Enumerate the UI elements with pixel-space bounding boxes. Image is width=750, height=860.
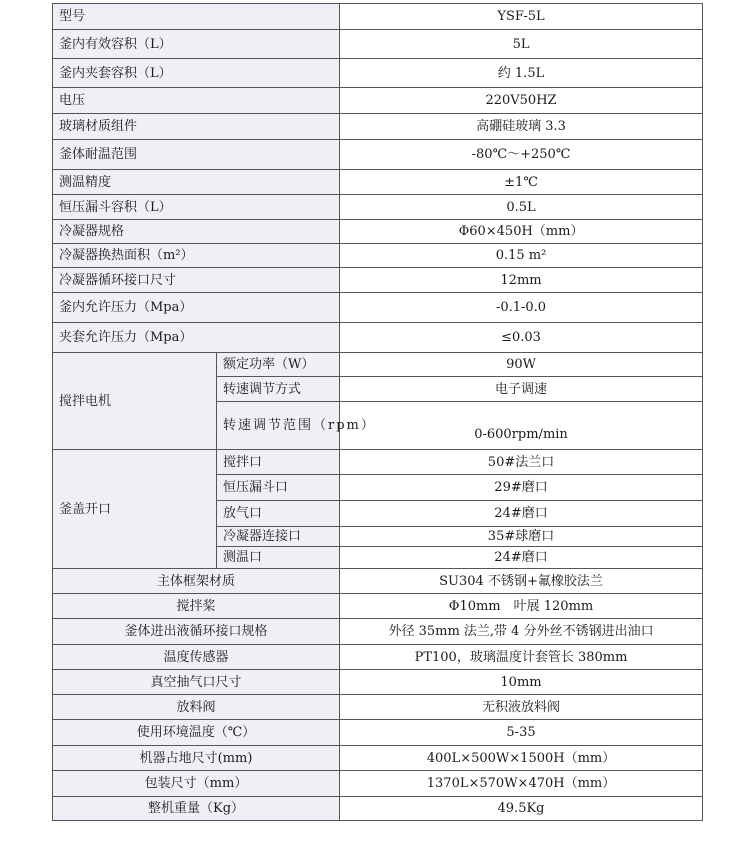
row-value: PT100，玻璃温度计套管长 380mm [340,645,703,670]
row-value: 1370L×570W×470H（mm） [340,771,703,797]
table-row [53,695,703,720]
sub-value: 24#磨口 [340,547,703,569]
table-row [53,771,703,797]
row-value: 220V50HZ [340,88,703,114]
sub-value: 90W [340,353,703,377]
table-row [53,170,703,195]
row-label: 电压 [53,88,340,114]
table-row [53,88,703,114]
row-label: 釜体耐温范围 [53,140,340,170]
table-row [53,244,703,268]
row-label: 玻璃材质组件 [53,114,340,140]
sub-label: 转速调节方式 [217,377,340,402]
table-row [53,59,703,88]
row-label: 釜内夹套容积（L） [53,59,340,88]
sub-value: 0-600rpm/min [340,402,703,450]
row-label: 冷凝器规格 [53,220,340,244]
row-label: 釜内允许压力（Mpa） [53,293,340,323]
row-label: 包装尺寸（mm） [53,771,340,797]
row-value: 400L×500W×1500H（mm） [340,746,703,771]
row-label: 夹套允许压力（Mpa） [53,323,340,353]
table-row [53,220,703,244]
row-label: 搅拌桨 [53,594,340,619]
row-value: ≤0.03 [340,323,703,353]
row-label: 主体框架材质 [53,569,340,594]
row-label: 型号 [53,4,340,30]
row-value: 外径 35mm 法兰,带 4 分外丝不锈钢进出油口 [340,619,703,645]
table-row [53,645,703,670]
row-value: 高硼硅玻璃 3.3 [340,114,703,140]
sub-label: 测温口 [217,547,340,569]
row-value: 0.15 m² [340,244,703,268]
sub-label: 搅拌口 [217,450,340,475]
table-row [53,195,703,220]
motor-group-label: 搅拌电机 [53,353,217,450]
table-row [53,30,703,59]
row-value: YSF-5L [340,4,703,30]
row-label: 使用环境温度（℃） [53,720,340,746]
row-value: 12mm [340,268,703,293]
row-value: ±1℃ [340,170,703,195]
row-value: Φ10mm 叶展 120mm [340,594,703,619]
row-value: 5L [340,30,703,59]
table-row [53,114,703,140]
table-row [53,720,703,746]
table-row [53,268,703,293]
row-label: 温度传感器 [53,645,340,670]
table-row [53,323,703,353]
sub-label: 额定功率（W） [217,353,340,377]
sub-label: 恒压漏斗口 [217,475,340,501]
lid-group-label: 釜盖开口 [53,450,217,569]
table-row [53,450,703,475]
sub-label: 转速调节范围（rpm） [217,402,340,450]
sub-label: 放气口 [217,501,340,527]
sub-value: 50#法兰口 [340,450,703,475]
row-value: 10mm [340,670,703,695]
row-label: 恒压漏斗容积（L） [53,195,340,220]
row-value: 无积液放料阀 [340,695,703,720]
row-label: 真空抽气口尺寸 [53,670,340,695]
row-value: SU304 不锈钢+氟橡胶法兰 [340,569,703,594]
sub-label: 冷凝器连接口 [217,527,340,547]
table-row [53,140,703,170]
row-label: 釜内有效容积（L） [53,30,340,59]
table-row [53,619,703,645]
row-label: 放料阀 [53,695,340,720]
spec-table [52,3,703,821]
row-value: -80℃～+250℃ [340,140,703,170]
table-row [53,746,703,771]
row-label: 整机重量（Kg） [53,797,340,821]
table-row [53,670,703,695]
row-value: Φ60×450H（mm） [340,220,703,244]
sub-value: 29#磨口 [340,475,703,501]
table-row [53,293,703,323]
row-label: 机器占地尺寸(mm) [53,746,340,771]
table-row [53,797,703,821]
row-value: 5-35 [340,720,703,746]
row-label: 冷凝器换热面积（m²） [53,244,340,268]
table-row [53,353,703,377]
table-row [53,569,703,594]
row-value: 0.5L [340,195,703,220]
row-value: 约 1.5L [340,59,703,88]
row-value: 49.5Kg [340,797,703,821]
sub-value: 24#磨口 [340,501,703,527]
row-label: 测温精度 [53,170,340,195]
row-label: 釜体进出液循环接口规格 [53,619,340,645]
table-row [53,4,703,30]
row-label: 冷凝器循环接口尺寸 [53,268,340,293]
sub-value: 35#球磨口 [340,527,703,547]
table-row [53,594,703,619]
row-value: -0.1-0.0 [340,293,703,323]
sub-value: 电子调速 [340,377,703,402]
